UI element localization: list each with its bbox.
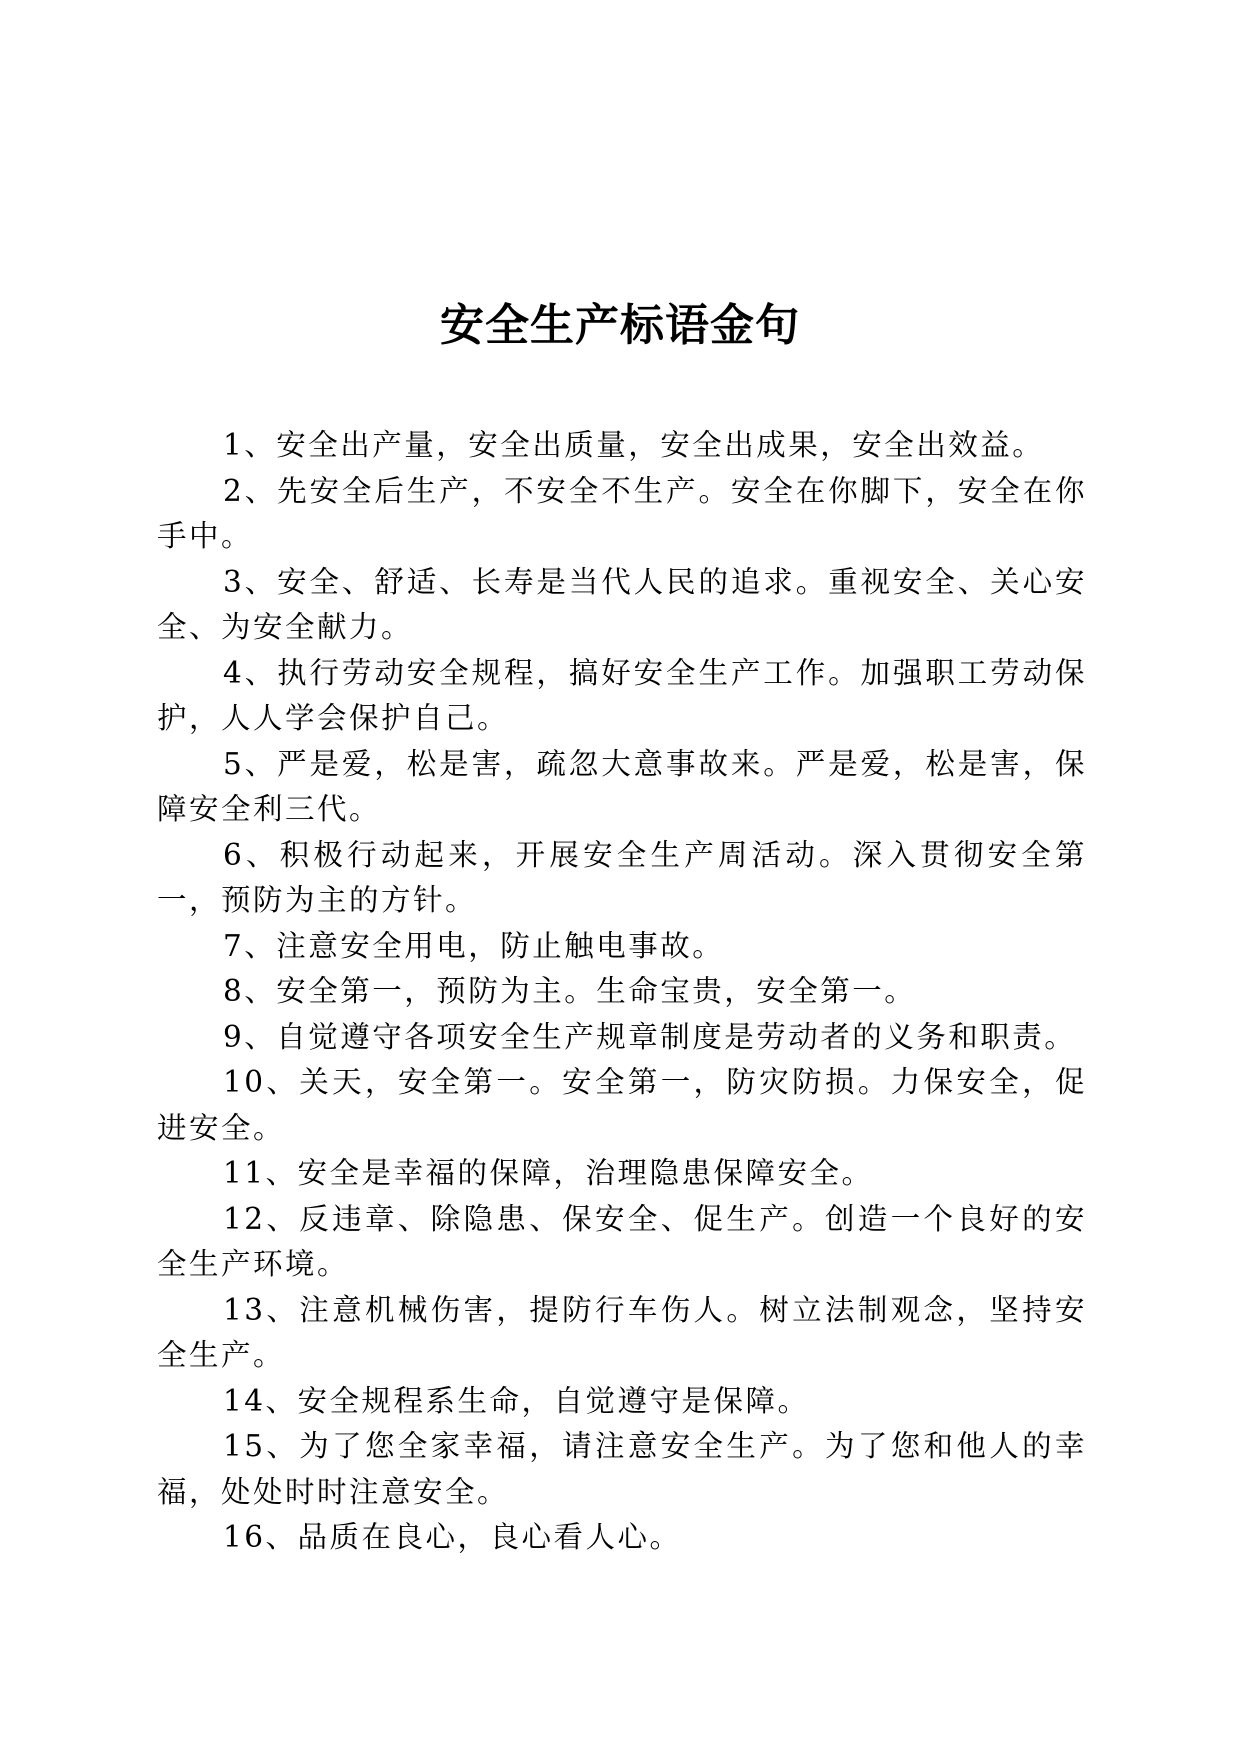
slogan-paragraph: 6、积极行动起来，开展安全生产周活动。深入贯彻安全第一，预防为主的方针。 <box>157 837 1087 917</box>
slogan-paragraph: 9、自觉遵守各项安全生产规章制度是劳动者的义务和职责。 <box>223 1019 1077 1054</box>
document-title: 安全生产标语金句 <box>440 300 800 351</box>
slogan-paragraph: 2、先安全后生产，不安全不生产。安全在你脚下，安全在你手中。 <box>157 473 1087 553</box>
slogan-paragraph: 13、注意机械伤害，提防行车伤人。树立法制观念，坚持安全生产。 <box>157 1292 1087 1372</box>
slogan-paragraph: 7、注意安全用电，防止触电事故。 <box>223 928 725 963</box>
slogan-paragraph: 3、安全、舒适、长寿是当代人民的追求。重视安全、关心安全、为安全献力。 <box>157 564 1087 644</box>
slogan-paragraph: 16、品质在良心，良心看人心。 <box>223 1520 682 1554</box>
slogan-paragraph: 11、安全是幸福的保障，治理隐患保障安全。 <box>223 1156 874 1190</box>
slogan-paragraph: 14、安全规程系生命，自觉遵守是保障。 <box>223 1383 810 1418</box>
document-body <box>157 423 1087 1561</box>
slogan-paragraph: 4、执行劳动安全规程，搞好安全生产工作。加强职工劳动保护，人人学会保护自己。 <box>157 655 1087 735</box>
slogan-paragraph: 8、安全第一，预防为主。生命宝贵，安全第一。 <box>223 974 917 1008</box>
slogan-paragraph: 5、严是爱，松是害，疏忽大意事故来。严是爱，松是害，保障安全利三代。 <box>157 746 1087 826</box>
slogan-paragraph: 1、安全出产量，安全出质量，安全出成果，安全出效益。 <box>223 428 1045 462</box>
slogan-paragraph: 10、关天，安全第一。安全第一，防灾防损。力保安全，促进安全。 <box>157 1065 1087 1145</box>
slogan-paragraph: 15、为了您全家幸福，请注意安全生产。为了您和他人的幸福，处处时时注意安全。 <box>157 1429 1087 1509</box>
slogan-paragraph: 12、反违章、除隐患、保安全、促生产。创造一个良好的安全生产环境。 <box>157 1201 1087 1281</box>
